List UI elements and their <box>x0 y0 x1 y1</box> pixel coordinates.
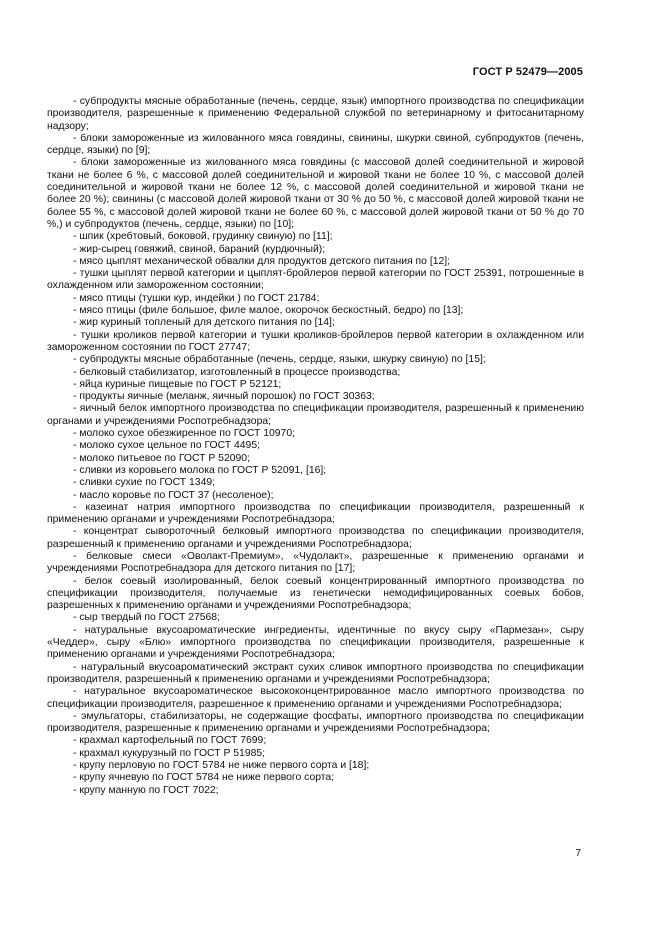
list-item: - яичный белок импортного производства по спецификации производителя, разрешенный к применению органами и учреждениями Роспотребнадзора; <box>47 403 584 427</box>
ingredient-list <box>47 96 584 797</box>
list-item: - блоки замороженные из жилованного мяса говядины (с массовой долей соединительной и жировой ткани не более 6 %, с массовой долей соединительной и жировой ткани не более 10 %, с массовой долей соединительной и жировой ткани не более 12 %, с массовой долей соединительной и жировой ткани не более 20 %); свинины (с массовой долей жировой ткани от 30 % до 50 %, с массовой долей жировой ткани не более 55 %, с массовой долей жировой ткани не более 60 %, с массовой долей жировой ткани от 50 % до 70 %,) и субпродуктов (печень, сердце, языки) по [10]; <box>47 157 584 230</box>
list-item: - натуральный вкусоароматический экстракт сухих сливок импортного производства по спецификации производителя, разрешенный к применению органами и учреждениями Роспотребнадзора; <box>47 661 584 685</box>
list-item: - белок соевый изолированный, белок соевый концентрированный импортного производства по спецификации производителя, получаемые из генетически немодифицированных соевых бобов, разрешенных к применению органами и учреждениями Роспотребнадзора; <box>47 575 584 612</box>
document-code: ГОСТ Р 52479—2005 <box>472 66 583 78</box>
list-item: - натуральное вкусоароматическое высококонцентрированное масло импортного производства по спецификации производителя, разрешенное к применению органами и учреждениями Роспотребнадзора; <box>47 686 584 710</box>
list-item: - продукты яичные (меланж, яичный порошок) по ГОСТ 30363; <box>73 391 375 403</box>
list-item: - крупу перловую по ГОСТ 5784 не ниже первого сорта и [18]; <box>73 760 370 772</box>
list-item: - блоки замороженные из жилованного мяса говядины, свинины, шкурки свиной, субпродуктов (печень, сердце, языки) по [9]; <box>47 132 584 157</box>
list-item: - крупу манную по ГОСТ 7022; <box>73 784 219 796</box>
list-item: - субпродукты мясные обработанные (печень, сердце, язык) импортного производства по спецификации производителя, разрешенные к применению Федеральной службой по ветеринарному и фитосанитарному надзору; <box>47 96 584 132</box>
list-item: - молоко сухое обезжиренное по ГОСТ 10970; <box>73 428 295 440</box>
list-item: - белковые смеси «Оволакт-Премиум», «Чудолакт», разрешенные к применению органами и учреждениями Роспотребнадзора для детского питания по [17]; <box>47 550 584 575</box>
list-item: - натуральные вкусоароматические ингредиенты, идентичные по вкусу сыру «Пармезан», сыру «Чеддер», сыру «Блю» импортного производства по спецификации производителя, разрешенные к применению органами и учреждениями Роспотребнадзора; <box>47 624 584 661</box>
list-item: - мясо цыплят механической обвалки для продуктов детского питания по [12]; <box>73 255 451 267</box>
list-item: - эмульгаторы, стабилизаторы, не содержащие фосфаты, импортного производства по спецификации производителя, разрешенные к применению органами и учреждениями Роспотребнадзора; <box>47 710 584 735</box>
list-item: - шпик (хребтовый, боковой, грудинку свиную) по [11]; <box>73 231 333 243</box>
page-number: 7 <box>575 848 581 859</box>
list-item: - тушки цыплят первой категории и цыплят-бройлеров первой категории по ГОСТ 25391, потрошенные в охлажденном или замороженном состоянии; <box>47 268 584 292</box>
list-item: - яйца куриные пищевые по ГОСТ Р 52121; <box>73 378 282 390</box>
list-item: - сливки из коровьего молока по ГОСТ Р 52091, [16]; <box>73 464 327 476</box>
list-item: - казеинат натрия импортного производства по спецификации производителя, разрешенный к применению органами и учреждениями Роспотребнадзора; <box>47 501 584 526</box>
list-item: - мясо птицы (тушки кур, индейки ) по ГОСТ 21784; <box>73 292 320 304</box>
list-item: - концентрат сывороточный белковый импортного производства по спецификации производителя, разрешенный к применению органами и учреждениями Роспотребнадзора; <box>47 526 584 550</box>
list-item: - мясо птицы (филе большое, филе малое, окорочок бескостный, бедро) по [13]; <box>73 305 464 317</box>
list-item: - жир-сырец говяжий, свиной, бараний (курдючный); <box>73 243 326 255</box>
list-item: - сливки сухие по ГОСТ 1349; <box>73 477 216 489</box>
list-item: - субпродукты мясные обработанные (печень, сердце, языки, шкурку свиную) по [15]; <box>73 354 486 366</box>
list-item: - молоко питьевое по ГОСТ Р 52090; <box>73 452 250 464</box>
list-item: - молоко сухое цельное по ГОСТ 4495; <box>73 440 260 452</box>
list-item: - крахмал картофельный по ГОСТ 7699; <box>73 735 267 747</box>
list-item: - крупу ячневую по ГОСТ 5784 не ниже первого сорта; <box>73 772 335 784</box>
list-item: - тушки кроликов первой категории и тушки кроликов-бройлеров первой категории в охлажденном или замороженном состоянии по ГОСТ 27747; <box>47 329 584 353</box>
list-item: - крахмал кукурузный по ГОСТ Р 51985; <box>73 747 266 759</box>
list-item: - жир куриный топленый для детского питания по [14]; <box>73 317 335 329</box>
list-item: - белковый стабилизатор, изготовленный в процессе производства; <box>73 366 401 378</box>
list-item: - сыр твердый по ГОСТ 27568; <box>73 612 220 624</box>
list-item: - масло коровье по ГОСТ 37 (несоленое); <box>73 489 274 501</box>
